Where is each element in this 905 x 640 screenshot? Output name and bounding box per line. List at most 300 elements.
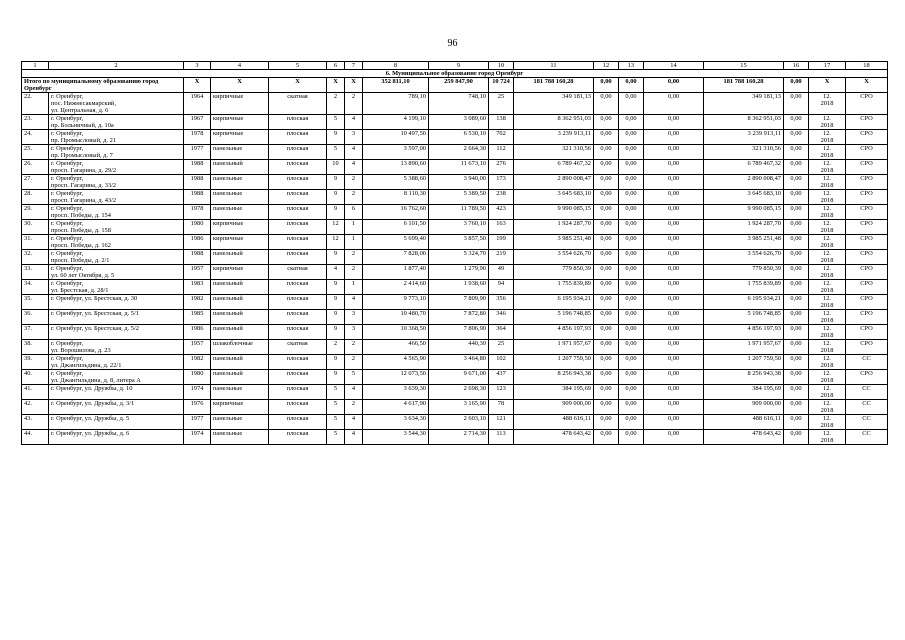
fund-type: СС <box>846 355 888 370</box>
cost-col-13: 0,00 <box>619 250 644 265</box>
wall-material: кирпичные <box>211 130 269 145</box>
cost-col-12: 0,00 <box>594 400 619 415</box>
cost-col-14: 0,00 <box>644 93 704 115</box>
roof-type: плоская <box>269 175 327 190</box>
total-area: 10 497,50 <box>363 130 429 145</box>
column-number: 17 <box>809 62 846 70</box>
year-built: 1976 <box>184 400 211 415</box>
table-row <box>22 325 888 340</box>
cost-col-13: 0,00 <box>619 325 644 340</box>
wall-material: панельный <box>211 325 269 340</box>
total-cost: 8 256 943,38 <box>514 370 594 385</box>
living-area: 2 714,30 <box>429 430 489 445</box>
fund-type: СС <box>846 385 888 400</box>
address: г. Оренбург, ул. Ворошилова, д. 23 <box>49 340 184 355</box>
cost-col-16: 0,00 <box>784 415 809 430</box>
year-built: 1988 <box>184 160 211 175</box>
regional-fund-cost: 3 645 683,10 <box>704 190 784 205</box>
cost-col-14: 0,00 <box>644 220 704 235</box>
year-built: 1986 <box>184 235 211 250</box>
entrances: 1 <box>345 220 363 235</box>
total-cost: 1 207 759,50 <box>514 355 594 370</box>
completion-date: 12. 2018 <box>809 190 846 205</box>
wall-material: панельные <box>211 385 269 400</box>
floors: 9 <box>327 370 345 385</box>
floors: 10 <box>327 160 345 175</box>
cost-col-13: 0,00 <box>619 235 644 250</box>
cost-col-13: 0,00 <box>619 115 644 130</box>
cost-col-12: 0,00 <box>594 190 619 205</box>
roof-type: плоская <box>269 250 327 265</box>
column-number: 14 <box>644 62 704 70</box>
year-built: 1974 <box>184 430 211 445</box>
total-area: 16 762,60 <box>363 205 429 220</box>
fund-type: СРО <box>846 295 888 310</box>
address: г. Оренбург, пр. Промысловый, д. 21 <box>49 130 184 145</box>
column-number: 16 <box>784 62 809 70</box>
row-number: 30. <box>22 220 49 235</box>
wall-material: панельные <box>211 430 269 445</box>
completion-date: 12. 2018 <box>809 400 846 415</box>
floors: 9 <box>327 325 345 340</box>
table-row <box>22 160 888 175</box>
entrances: 2 <box>345 250 363 265</box>
address: г. Оренбург, ул. Брестская, д. 5/2 <box>49 325 184 340</box>
year-built: 1988 <box>184 190 211 205</box>
cost-col-16: 0,00 <box>784 145 809 160</box>
floors: 9 <box>327 175 345 190</box>
cost-col-12: 0,00 <box>594 130 619 145</box>
residents: 25 <box>489 93 514 115</box>
cost-col-12: 0,00 <box>594 430 619 445</box>
cost-col-13: 0,00 <box>619 370 644 385</box>
regional-fund-cost: 1 924 287,70 <box>704 220 784 235</box>
year-built: 1983 <box>184 280 211 295</box>
floors: 5 <box>327 115 345 130</box>
wall-material: панельный <box>211 295 269 310</box>
cost-col-13: 0,00 <box>619 310 644 325</box>
year-built: 1986 <box>184 325 211 340</box>
cost-col-16: 0,00 <box>784 160 809 175</box>
cost-col-16: 0,00 <box>784 265 809 280</box>
table-row <box>22 205 888 220</box>
completion-date: 12. 2018 <box>809 93 846 115</box>
entrances: 4 <box>345 385 363 400</box>
residents: 173 <box>489 175 514 190</box>
floors: 9 <box>327 205 345 220</box>
living-area: 3 857,50 <box>429 235 489 250</box>
total-area: 3 597,00 <box>363 145 429 160</box>
living-area: 2 698,30 <box>429 385 489 400</box>
entrances: 3 <box>345 310 363 325</box>
floors: 5 <box>327 415 345 430</box>
residents: 163 <box>489 220 514 235</box>
completion-date: 12. 2018 <box>809 265 846 280</box>
row-number: 33. <box>22 265 49 280</box>
total-value: X <box>211 78 269 93</box>
row-number: 37. <box>22 325 49 340</box>
cost-col-12: 0,00 <box>594 265 619 280</box>
total-value: X <box>269 78 327 93</box>
address: г. Оренбург, пр. Промысловый, д. 7 <box>49 145 184 160</box>
total-area: 4 199,10 <box>363 115 429 130</box>
residents: 364 <box>489 325 514 340</box>
column-number: 18 <box>846 62 888 70</box>
residents: 276 <box>489 160 514 175</box>
wall-material: панельные <box>211 415 269 430</box>
living-area: 3 940,00 <box>429 175 489 190</box>
total-cost: 478 643,42 <box>514 430 594 445</box>
total-cost: 1 755 839,89 <box>514 280 594 295</box>
roof-type: скатная <box>269 93 327 115</box>
cost-col-12: 0,00 <box>594 145 619 160</box>
total-cost: 779 850,39 <box>514 265 594 280</box>
fund-type: СС <box>846 430 888 445</box>
fund-type: СРО <box>846 325 888 340</box>
row-number: 38. <box>22 340 49 355</box>
cost-col-14: 0,00 <box>644 355 704 370</box>
row-number: 31. <box>22 235 49 250</box>
floors: 5 <box>327 145 345 160</box>
table-row <box>22 385 888 400</box>
wall-material: панельный <box>211 310 269 325</box>
row-number: 23. <box>22 115 49 130</box>
fund-type: СРО <box>846 205 888 220</box>
cost-col-16: 0,00 <box>784 235 809 250</box>
cost-col-12: 0,00 <box>594 115 619 130</box>
address: г. Оренбург, ул. 60 лет Октября, д. 5 <box>49 265 184 280</box>
row-number: 26. <box>22 160 49 175</box>
regional-fund-cost: 488 616,11 <box>704 415 784 430</box>
regional-fund-cost: 3 985 251,48 <box>704 235 784 250</box>
wall-material: шлакоблочные <box>211 340 269 355</box>
total-value: 0,00 <box>594 78 619 93</box>
total-cost: 3 985 251,48 <box>514 235 594 250</box>
roof-type: скатная <box>269 265 327 280</box>
cost-col-13: 0,00 <box>619 295 644 310</box>
regional-fund-cost: 909 000,00 <box>704 400 784 415</box>
regional-fund-cost: 4 856 197,93 <box>704 325 784 340</box>
cost-col-12: 0,00 <box>594 175 619 190</box>
regional-fund-cost: 3 554 626,70 <box>704 250 784 265</box>
fund-type: СРО <box>846 370 888 385</box>
regional-fund-cost: 1 207 759,50 <box>704 355 784 370</box>
section-title-row <box>22 70 888 78</box>
total-area: 13 890,60 <box>363 160 429 175</box>
residents: 112 <box>489 145 514 160</box>
address: г. Оренбург, ул. Брестская, д. 28/1 <box>49 280 184 295</box>
residents: 102 <box>489 355 514 370</box>
fund-type: СРО <box>846 220 888 235</box>
total-cost: 1 971 957,67 <box>514 340 594 355</box>
roof-type: плоская <box>269 325 327 340</box>
completion-date: 12. 2018 <box>809 295 846 310</box>
cost-col-13: 0,00 <box>619 93 644 115</box>
completion-date: 12. 2018 <box>809 325 846 340</box>
wall-material: кирпичные <box>211 235 269 250</box>
regional-fund-cost: 478 643,42 <box>704 430 784 445</box>
cost-col-16: 0,00 <box>784 250 809 265</box>
residents: 138 <box>489 115 514 130</box>
cost-col-16: 0,00 <box>784 190 809 205</box>
total-cost: 6 789 467,32 <box>514 160 594 175</box>
table-row <box>22 115 888 130</box>
completion-date: 12. 2018 <box>809 175 846 190</box>
table-row <box>22 190 888 205</box>
cost-col-12: 0,00 <box>594 220 619 235</box>
floors: 12 <box>327 235 345 250</box>
total-cost: 9 990 085,15 <box>514 205 594 220</box>
total-area: 7 828,00 <box>363 250 429 265</box>
cost-col-16: 0,00 <box>784 430 809 445</box>
table-row <box>22 93 888 115</box>
cost-col-14: 0,00 <box>644 340 704 355</box>
total-cost: 321 310,56 <box>514 145 594 160</box>
entrances: 4 <box>345 295 363 310</box>
roof-type: плоская <box>269 355 327 370</box>
entrances: 3 <box>345 325 363 340</box>
row-number: 32. <box>22 250 49 265</box>
fund-type: СРО <box>846 250 888 265</box>
regional-fund-cost: 1 755 839,89 <box>704 280 784 295</box>
address: г. Оренбург, ул. Джангильдина, д. 22/1 <box>49 355 184 370</box>
cost-col-13: 0,00 <box>619 175 644 190</box>
completion-date: 12. 2018 <box>809 385 846 400</box>
roof-type: плоская <box>269 370 327 385</box>
cost-col-13: 0,00 <box>619 265 644 280</box>
floors: 2 <box>327 340 345 355</box>
residents: 702 <box>489 130 514 145</box>
total-cost: 909 000,00 <box>514 400 594 415</box>
year-built: 1988 <box>184 175 211 190</box>
table-row <box>22 145 888 160</box>
completion-date: 12. 2018 <box>809 205 846 220</box>
cost-col-12: 0,00 <box>594 415 619 430</box>
cost-col-12: 0,00 <box>594 160 619 175</box>
row-number: 34. <box>22 280 49 295</box>
completion-date: 12. 2018 <box>809 160 846 175</box>
residents: 49 <box>489 265 514 280</box>
table-row <box>22 250 888 265</box>
cost-col-14: 0,00 <box>644 280 704 295</box>
completion-date: 12. 2018 <box>809 250 846 265</box>
wall-material: панельный <box>211 160 269 175</box>
column-number: 11 <box>514 62 594 70</box>
living-area: 1 938,60 <box>429 280 489 295</box>
entrances: 4 <box>345 115 363 130</box>
living-area: 7 809,90 <box>429 295 489 310</box>
completion-date: 12. 2018 <box>809 130 846 145</box>
cost-col-13: 0,00 <box>619 385 644 400</box>
cost-col-16: 0,00 <box>784 115 809 130</box>
fund-type: СРО <box>846 93 888 115</box>
floors: 5 <box>327 430 345 445</box>
year-built: 1978 <box>184 130 211 145</box>
total-value: 0,00 <box>619 78 644 93</box>
total-cost: 8 362 951,03 <box>514 115 594 130</box>
row-number: 35. <box>22 295 49 310</box>
row-number: 43. <box>22 415 49 430</box>
column-number: 4 <box>211 62 269 70</box>
cost-col-12: 0,00 <box>594 250 619 265</box>
total-label: Итого по муниципальному образованию город Оренбург <box>22 78 184 93</box>
cost-col-14: 0,00 <box>644 325 704 340</box>
floors: 9 <box>327 295 345 310</box>
regional-fund-cost: 384 195,69 <box>704 385 784 400</box>
living-area: 6 530,10 <box>429 130 489 145</box>
completion-date: 12. 2018 <box>809 310 846 325</box>
table-row <box>22 220 888 235</box>
cost-col-13: 0,00 <box>619 400 644 415</box>
cost-col-14: 0,00 <box>644 145 704 160</box>
year-built: 1985 <box>184 310 211 325</box>
total-value: 352 811,10 <box>363 78 429 93</box>
roof-type: плоская <box>269 400 327 415</box>
entrances: 1 <box>345 280 363 295</box>
fund-type: СРО <box>846 115 888 130</box>
wall-material: панельные <box>211 205 269 220</box>
floors: 5 <box>327 400 345 415</box>
row-number: 24. <box>22 130 49 145</box>
residents: 113 <box>489 430 514 445</box>
column-number: 10 <box>489 62 514 70</box>
residents: 121 <box>489 415 514 430</box>
roof-type: плоская <box>269 220 327 235</box>
wall-material: кирпичные <box>211 115 269 130</box>
address: г. Оренбург, пр. Больничный, д. 10а <box>49 115 184 130</box>
cost-col-13: 0,00 <box>619 145 644 160</box>
total-cost: 349 181,13 <box>514 93 594 115</box>
cost-col-12: 0,00 <box>594 325 619 340</box>
wall-material: кирпичные <box>211 93 269 115</box>
floors: 9 <box>327 250 345 265</box>
year-built: 1967 <box>184 115 211 130</box>
total-area: 4 617,90 <box>363 400 429 415</box>
address: г. Оренбург, просп. Гагарина, д. 43/2 <box>49 190 184 205</box>
living-area: 3 760,10 <box>429 220 489 235</box>
regional-fund-cost: 8 362 951,03 <box>704 115 784 130</box>
cost-col-16: 0,00 <box>784 355 809 370</box>
total-cost: 6 195 934,21 <box>514 295 594 310</box>
entrances: 2 <box>345 190 363 205</box>
floors: 9 <box>327 280 345 295</box>
cost-col-14: 0,00 <box>644 415 704 430</box>
fund-type: СРО <box>846 280 888 295</box>
cost-col-16: 0,00 <box>784 130 809 145</box>
roof-type: плоская <box>269 385 327 400</box>
cost-col-13: 0,00 <box>619 220 644 235</box>
table-row <box>22 430 888 445</box>
fund-type: СС <box>846 415 888 430</box>
row-number: 36. <box>22 310 49 325</box>
cost-col-14: 0,00 <box>644 190 704 205</box>
address: г. Оренбург, ул. Брестская, д. 5/1 <box>49 310 184 325</box>
column-number: 15 <box>704 62 784 70</box>
completion-date: 12. 2018 <box>809 415 846 430</box>
living-area: 2 664,30 <box>429 145 489 160</box>
year-built: 1982 <box>184 295 211 310</box>
living-area: 440,30 <box>429 340 489 355</box>
year-built: 1988 <box>184 250 211 265</box>
total-cost: 3 554 626,70 <box>514 250 594 265</box>
total-cost: 3 239 913,11 <box>514 130 594 145</box>
entrances: 4 <box>345 415 363 430</box>
wall-material: панельные <box>211 190 269 205</box>
total-value: 259 847,90 <box>429 78 489 93</box>
year-built: 1957 <box>184 340 211 355</box>
row-number: 27. <box>22 175 49 190</box>
cost-col-12: 0,00 <box>594 280 619 295</box>
completion-date: 12. 2018 <box>809 340 846 355</box>
table-row <box>22 370 888 385</box>
entrances: 2 <box>345 340 363 355</box>
cost-col-14: 0,00 <box>644 295 704 310</box>
cost-col-14: 0,00 <box>644 400 704 415</box>
cost-col-16: 0,00 <box>784 340 809 355</box>
address: г. Оренбург, просп. Победы, д. 162 <box>49 235 184 250</box>
row-number: 22. <box>22 93 49 115</box>
total-cost: 4 856 197,93 <box>514 325 594 340</box>
regional-fund-cost: 2 890 008,47 <box>704 175 784 190</box>
table-row <box>22 355 888 370</box>
roof-type: плоская <box>269 205 327 220</box>
address: г. Оренбург, пос. Нижнесакмарский, ул. Центральная, д. 6 <box>49 93 184 115</box>
table-body <box>22 62 888 445</box>
completion-date: 12. 2018 <box>809 115 846 130</box>
year-built: 1974 <box>184 385 211 400</box>
completion-date: 12. 2018 <box>809 220 846 235</box>
residents: 219 <box>489 250 514 265</box>
entrances: 5 <box>345 370 363 385</box>
roof-type: плоская <box>269 310 327 325</box>
row-number: 44. <box>22 430 49 445</box>
wall-material: панельные <box>211 175 269 190</box>
page-number: 96 <box>447 38 458 49</box>
regional-fund-cost: 3 239 913,11 <box>704 130 784 145</box>
column-number: 12 <box>594 62 619 70</box>
address: г. Оренбург, просп. Гагарина, д. 29/2 <box>49 160 184 175</box>
fund-type: СРО <box>846 190 888 205</box>
completion-date: 12. 2018 <box>809 355 846 370</box>
living-area: 7 806,90 <box>429 325 489 340</box>
total-area: 5 388,60 <box>363 175 429 190</box>
entrances: 2 <box>345 93 363 115</box>
row-number: 28. <box>22 190 49 205</box>
address: г. Оренбург, ул. Дружбы, д. 5 <box>49 415 184 430</box>
cost-col-13: 0,00 <box>619 205 644 220</box>
address: г. Оренбург, ул. Дружбы, д. 3/1 <box>49 400 184 415</box>
living-area: 3 464,80 <box>429 355 489 370</box>
table-row <box>22 400 888 415</box>
year-built: 1977 <box>184 415 211 430</box>
section-title: 6. Муниципальное образование город Оренбург <box>22 70 888 78</box>
floors: 9 <box>327 355 345 370</box>
roof-type: плоская <box>269 130 327 145</box>
residents: 94 <box>489 280 514 295</box>
fund-type: СРО <box>846 310 888 325</box>
roof-type: плоская <box>269 430 327 445</box>
living-area: 11 789,50 <box>429 205 489 220</box>
roof-type: плоская <box>269 115 327 130</box>
cost-col-12: 0,00 <box>594 205 619 220</box>
entrances: 4 <box>345 160 363 175</box>
address: г. Оренбург, просп. Победы, д. 2/1 <box>49 250 184 265</box>
wall-material: кирпичные <box>211 220 269 235</box>
total-value: X <box>846 78 888 93</box>
total-value: X <box>327 78 345 93</box>
cost-col-14: 0,00 <box>644 115 704 130</box>
regional-fund-cost: 5 196 748,85 <box>704 310 784 325</box>
